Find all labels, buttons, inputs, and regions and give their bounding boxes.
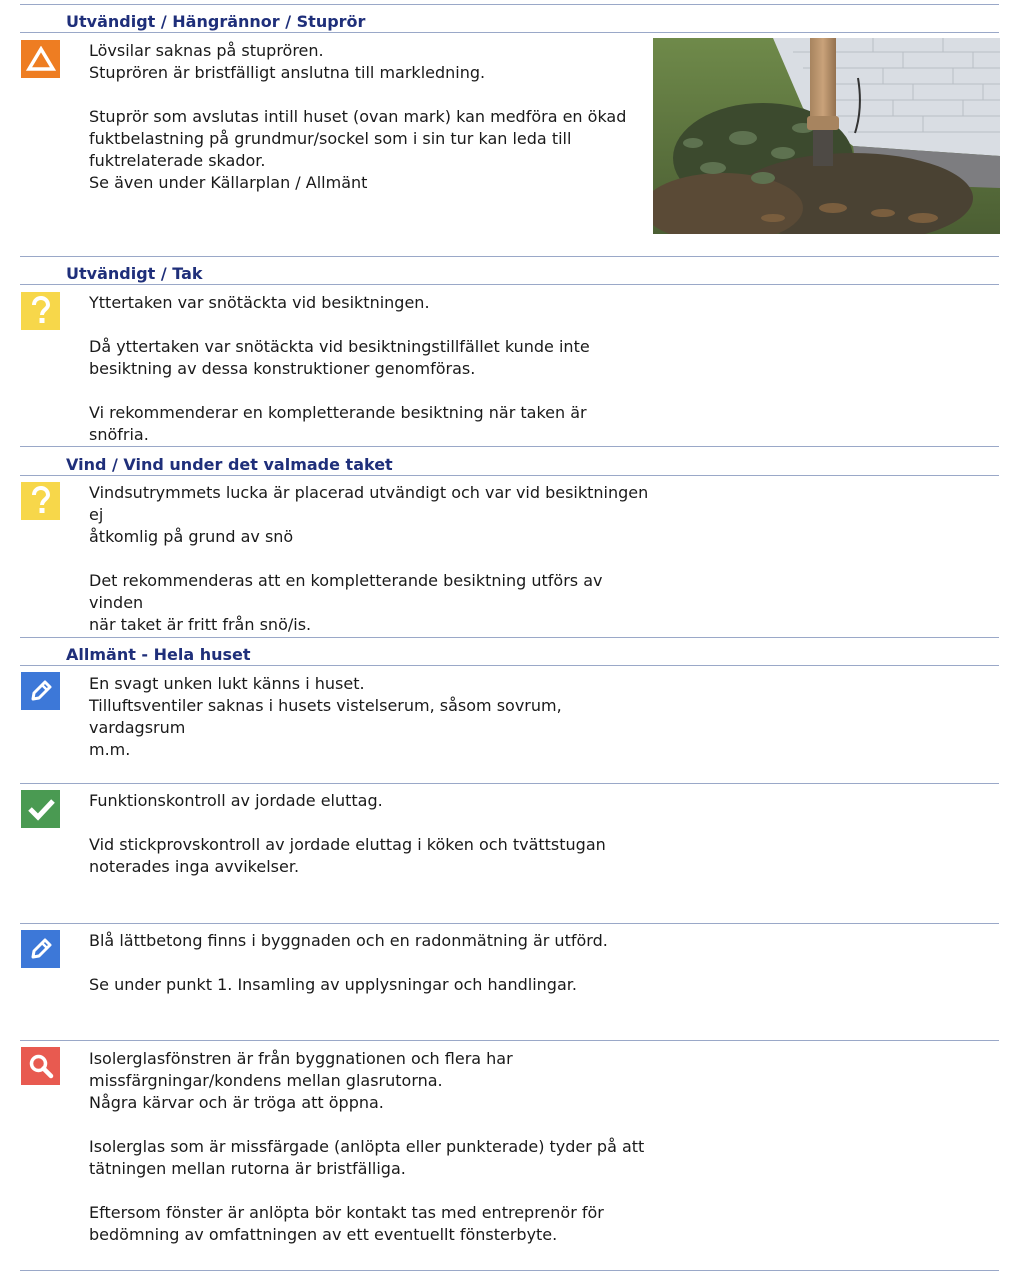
body-line: En svagt unken lukt känns i huset. [89, 674, 365, 693]
body-line: missfärgningar/kondens mellan glasrutorna. [89, 1071, 443, 1090]
body-line: när taket är fritt från snö/is. [89, 615, 312, 634]
paragraph-gap [89, 952, 649, 974]
body-line: Se under punkt 1. Insamling av upplysningar och handlingar. [89, 975, 577, 994]
body-line: fuktbelastning på grundmur/sockel som i sin tur kan leda till [89, 129, 572, 148]
pencil-icon [21, 672, 60, 710]
body-line: Vid stickprovskontroll av jordade eluttag i köken och tvättstugan [89, 835, 606, 854]
heading-underline [20, 665, 999, 666]
section-divider [20, 446, 999, 447]
paragraph-gap [89, 84, 649, 106]
section-body [89, 790, 649, 878]
downpipe-photo [653, 38, 1000, 234]
section-divider [20, 923, 999, 924]
section-body [89, 292, 649, 446]
section-heading: Utvändigt / Hängrännor / Stuprör [66, 12, 366, 31]
body-line: Vi rekommenderar en kompletterande besiktning när taken är snöfria. [89, 403, 587, 444]
paragraph-gap [89, 1180, 649, 1202]
pencil-icon [21, 930, 60, 968]
paragraph-gap [89, 548, 649, 570]
section-body [89, 482, 649, 636]
warning-triangle-icon [21, 40, 60, 78]
paragraph-gap [89, 380, 649, 402]
section-divider [20, 783, 999, 784]
body-line: Vindsutrymmets lucka är placerad utvändigt och var vid besiktningen ej [89, 483, 649, 524]
body-line: Några kärvar och är tröga att öppna. [89, 1093, 384, 1112]
body-line: åtkomlig på grund av snö [89, 527, 294, 546]
body-line: Yttertaken var snötäckta vid besiktningen. [89, 293, 430, 312]
body-line: Se även under Källarplan / Allmänt [89, 173, 368, 192]
section-heading: Vind / Vind under det valmade taket [66, 455, 393, 474]
body-line: m.m. [89, 740, 131, 759]
body-line: noterades inga avvikelser. [89, 857, 300, 876]
section-body [89, 1048, 649, 1246]
section-heading: Utvändigt / Tak [66, 264, 203, 283]
body-line: Stuprör som avslutas intill huset (ovan mark) kan medföra en ökad [89, 107, 627, 126]
body-line: Eftersom fönster är anlöpta bör kontakt tas med entreprenör för [89, 1203, 604, 1222]
body-line: Tilluftsventiler saknas i husets vistelserum, såsom sovrum, vardagsrum [89, 696, 562, 737]
paragraph-gap [89, 1114, 649, 1136]
section-body [89, 673, 649, 761]
section-divider [20, 4, 999, 5]
section-divider [20, 1270, 999, 1271]
paragraph-gap [89, 812, 649, 834]
body-line: besiktning av dessa konstruktioner genomföras. [89, 359, 476, 378]
heading-underline [20, 32, 999, 33]
heading-underline [20, 475, 999, 476]
body-line: Stuprören är bristfälligt anslutna till markledning. [89, 63, 486, 82]
body-line: Lövsilar saknas på stuprören. [89, 41, 324, 60]
section-heading: Allmänt - Hela huset [66, 645, 251, 664]
body-line: tätningen mellan rutorna är bristfälliga. [89, 1159, 406, 1178]
section-body [89, 40, 649, 194]
body-line: Isolerglasfönstren är från byggnationen och flera har [89, 1049, 513, 1068]
body-line: fuktrelaterade skador. [89, 151, 266, 170]
body-line: Blå lättbetong finns i byggnaden och en radonmätning är utförd. [89, 931, 608, 950]
paragraph-gap [89, 314, 649, 336]
body-line: Isolerglas som är missfärgade (anlöpta eller punkterade) tyder på att [89, 1137, 645, 1156]
question-mark-icon [21, 482, 60, 520]
heading-underline [20, 284, 999, 285]
body-line: Då yttertaken var snötäckta vid besiktningstillfället kunde inte [89, 337, 590, 356]
section-divider [20, 1040, 999, 1041]
body-line: Det rekommenderas att en kompletterande besiktning utförs av vinden [89, 571, 603, 612]
section-divider [20, 256, 999, 257]
section-divider [20, 637, 999, 638]
magnifier-icon [21, 1047, 60, 1085]
body-line: bedömning av omfattningen av ett eventuellt fönsterbyte. [89, 1225, 558, 1244]
question-mark-icon [21, 292, 60, 330]
section-body [89, 930, 649, 996]
checkmark-icon [21, 790, 60, 828]
body-line: Funktionskontroll av jordade eluttag. [89, 791, 383, 810]
